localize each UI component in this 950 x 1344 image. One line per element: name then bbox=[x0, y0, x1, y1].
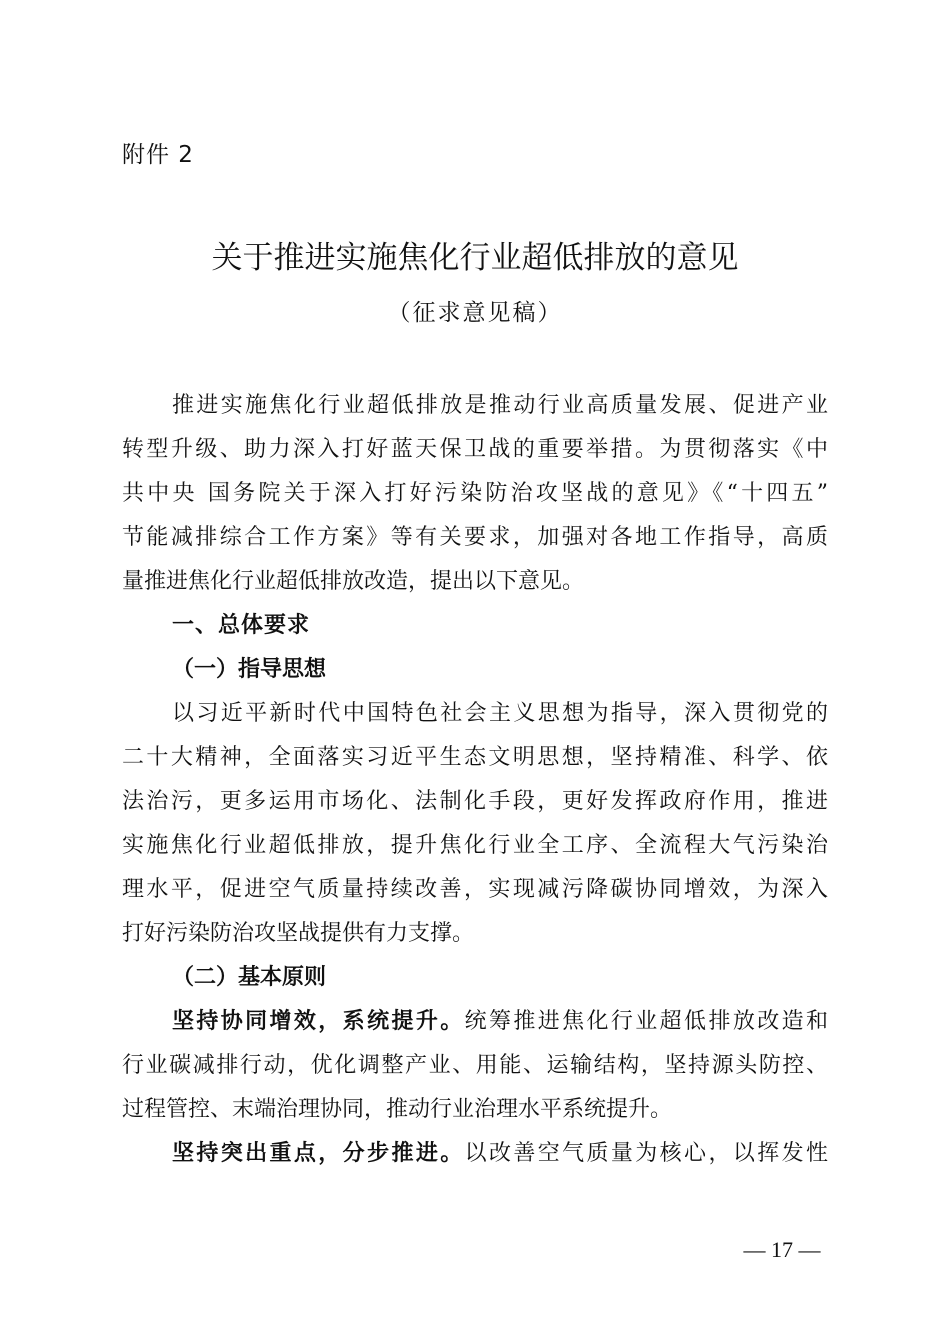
guiding-line: 法治污，更多运用市场化、法制化手段，更好发挥政府作用，推进 bbox=[122, 789, 828, 814]
intro-line: 推进实施焦化行业超低排放是推动行业高质量发展、促进产业 bbox=[172, 393, 828, 418]
guiding-line: 二十大精神，全面落实习近平生态文明思想，坚持精准、科学、依 bbox=[122, 745, 828, 770]
document-title: 关于推进实施焦化行业超低排放的意见 bbox=[211, 240, 739, 276]
guiding-line: 实施焦化行业超低排放，提升焦化行业全工序、全流程大气污染治 bbox=[122, 833, 828, 858]
principle-text: 以改善空气质量为核心，以挥发性 bbox=[464, 1141, 828, 1166]
principle-title: 坚持协同增效，系统提升。 bbox=[172, 1009, 465, 1034]
intro-line: 节能减排综合工作方案》等有关要求，加强对各地工作指导，高质 bbox=[122, 525, 828, 550]
intro-line: 转型升级、助力深入打好蓝天保卫战的重要举措。为贯彻落实《中 bbox=[122, 437, 828, 462]
intro-line: 量推进焦化行业超低排放改造，提出以下意见。 bbox=[122, 569, 585, 594]
document-subtitle: （征求意见稿） bbox=[387, 300, 563, 326]
document-body bbox=[122, 384, 828, 1176]
attachment-label: 附件 2 bbox=[122, 142, 194, 168]
subsection-heading: （一）指导思想 bbox=[172, 657, 327, 682]
principle-line bbox=[122, 1132, 828, 1176]
principle-text: 统筹推进焦化行业超低排放改造和 bbox=[464, 1009, 828, 1034]
intro-line: 共中央 国务院关于深入打好污染防治攻坚战的意见》《“十四五” bbox=[122, 481, 828, 506]
guiding-line: 理水平，促进空气质量持续改善，实现减污降碳协同增效，为深入 bbox=[122, 877, 828, 902]
subsection-heading: （二）基本原则 bbox=[172, 965, 327, 990]
section-heading: 一、总体要求 bbox=[172, 613, 311, 638]
principle-line bbox=[122, 1000, 828, 1044]
page-number: — 17 — bbox=[743, 1237, 821, 1262]
principle-line: 过程管控、末端治理协同，推动行业治理水平系统提升。 bbox=[122, 1097, 673, 1122]
guiding-line: 以习近平新时代中国特色社会主义思想为指导，深入贯彻党的 bbox=[172, 701, 828, 726]
principle-line: 行业碳减排行动，优化调整产业、用能、运输结构，坚持源头防控、 bbox=[122, 1053, 828, 1078]
principle-title: 坚持突出重点，分步推进。 bbox=[172, 1141, 465, 1166]
guiding-line: 打好污染防治攻坚战提供有力支撑。 bbox=[122, 921, 475, 946]
